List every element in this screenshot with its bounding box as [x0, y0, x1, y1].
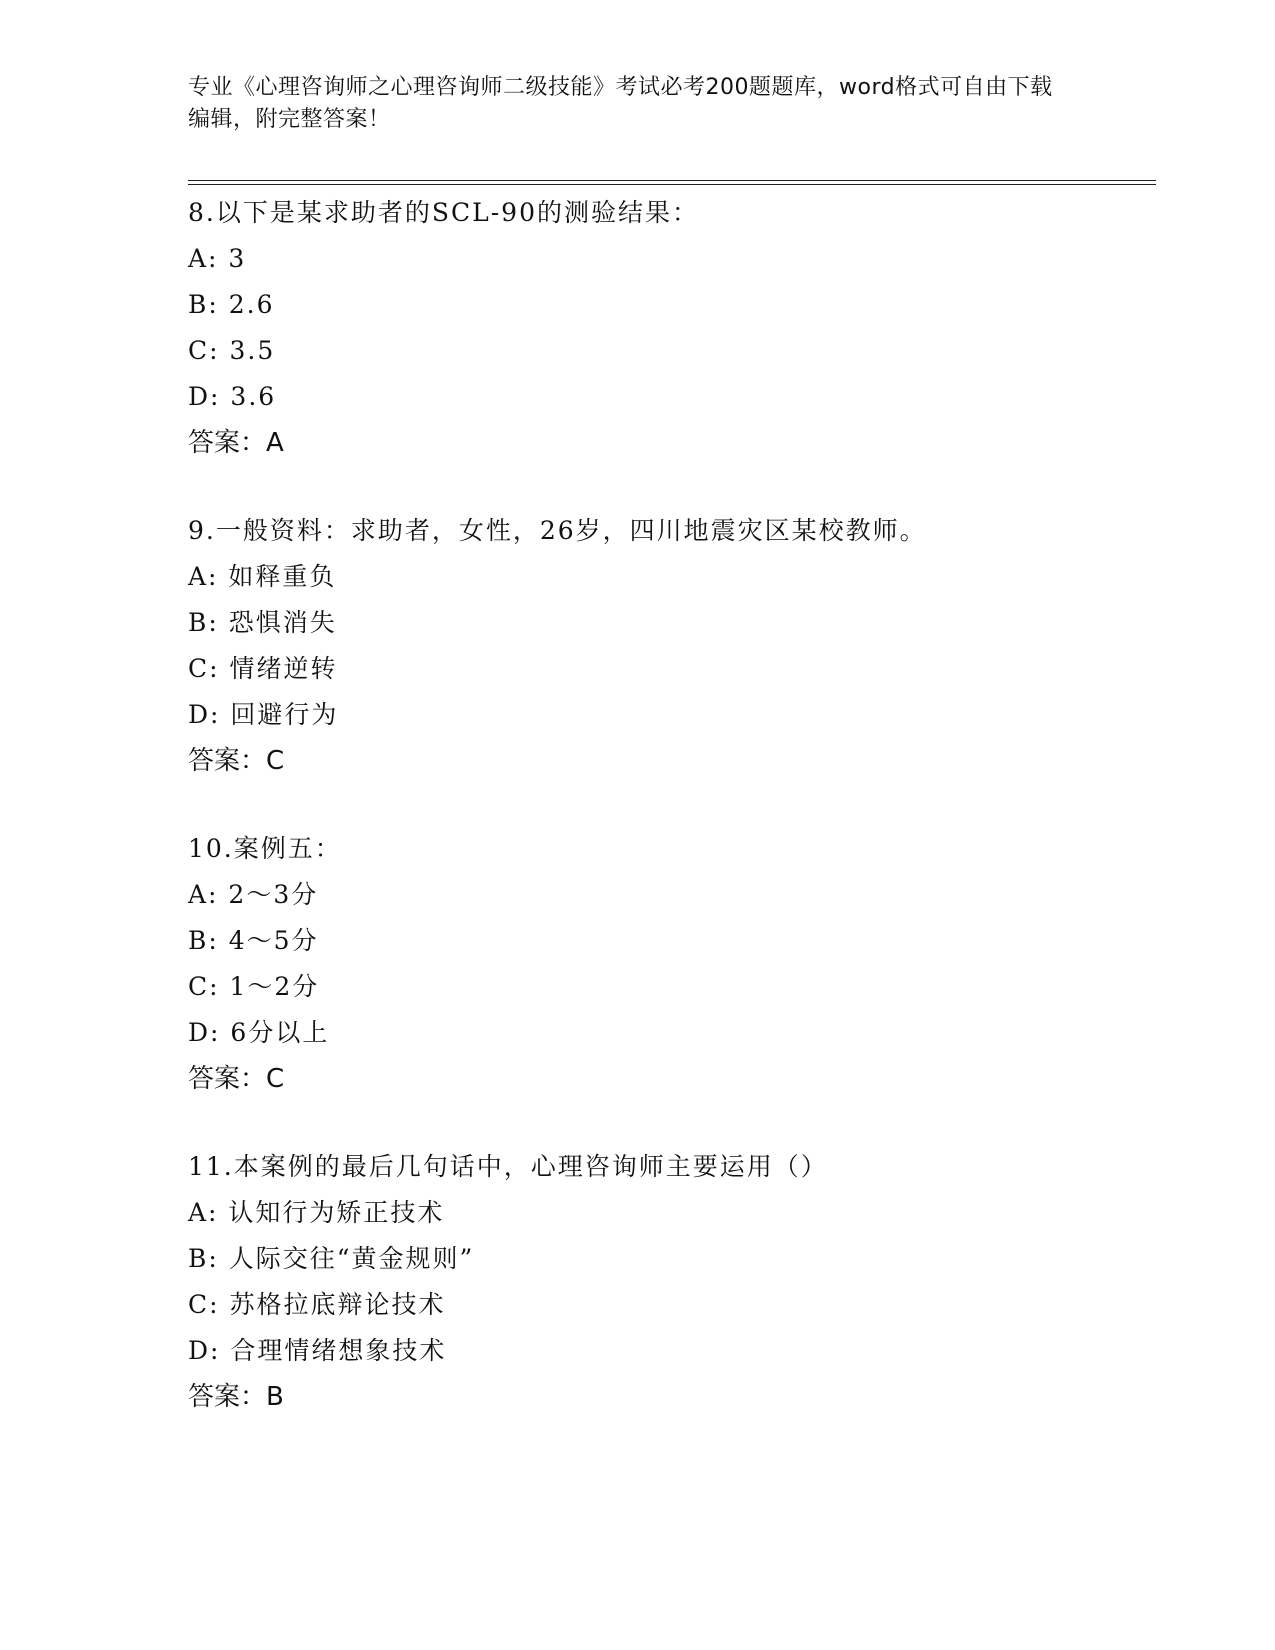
header-divider-top — [188, 180, 1156, 181]
question-8 — [188, 190, 1168, 466]
question-stem: 9.一般资料：求助者，女性，26岁，四川地震灾区某校教师。 — [188, 516, 927, 545]
option-c: C: 苏格拉底辩论技术 — [188, 1290, 446, 1319]
question-stem: 11.本案例的最后几句话中，心理咨询师主要运用（） — [188, 1152, 828, 1181]
option-a: A: 认知行为矫正技术 — [188, 1198, 445, 1227]
answer: 答案：C — [188, 1064, 285, 1094]
answer: 答案：B — [188, 1382, 284, 1412]
header-divider-bottom — [188, 184, 1156, 185]
document-header: 专业《心理咨询师之心理咨询师二级技能》考试必考200题题库，word格式可自由下载编辑，附完整答案！ — [188, 75, 1053, 132]
question-10 — [188, 826, 1168, 1102]
question-stem: 8.以下是某求助者的SCL-90的测验结果： — [188, 198, 699, 227]
option-b: B: 人际交往“黄金规则” — [188, 1244, 475, 1273]
question-11 — [188, 1144, 1168, 1420]
answer: 答案：A — [188, 428, 284, 458]
option-c: C: 情绪逆转 — [188, 654, 338, 683]
question-stem: 10.案例五： — [188, 834, 342, 863]
option-b: B: 4～5分 — [188, 926, 319, 955]
option-b: B: 2.6 — [188, 290, 275, 319]
option-a: A: 3 — [188, 244, 247, 273]
option-d: D: 回避行为 — [188, 700, 339, 729]
option-d: D: 6分以上 — [188, 1018, 330, 1047]
option-d: D: 3.6 — [188, 382, 277, 411]
option-c: C: 3.5 — [188, 336, 276, 365]
option-a: A: 2～3分 — [188, 880, 319, 909]
option-c: C: 1～2分 — [188, 972, 320, 1001]
option-b: B: 恐惧消失 — [188, 608, 337, 637]
question-9 — [188, 508, 1168, 784]
option-d: D: 合理情绪想象技术 — [188, 1336, 447, 1365]
answer: 答案：C — [188, 746, 285, 776]
option-a: A: 如释重负 — [188, 562, 337, 591]
